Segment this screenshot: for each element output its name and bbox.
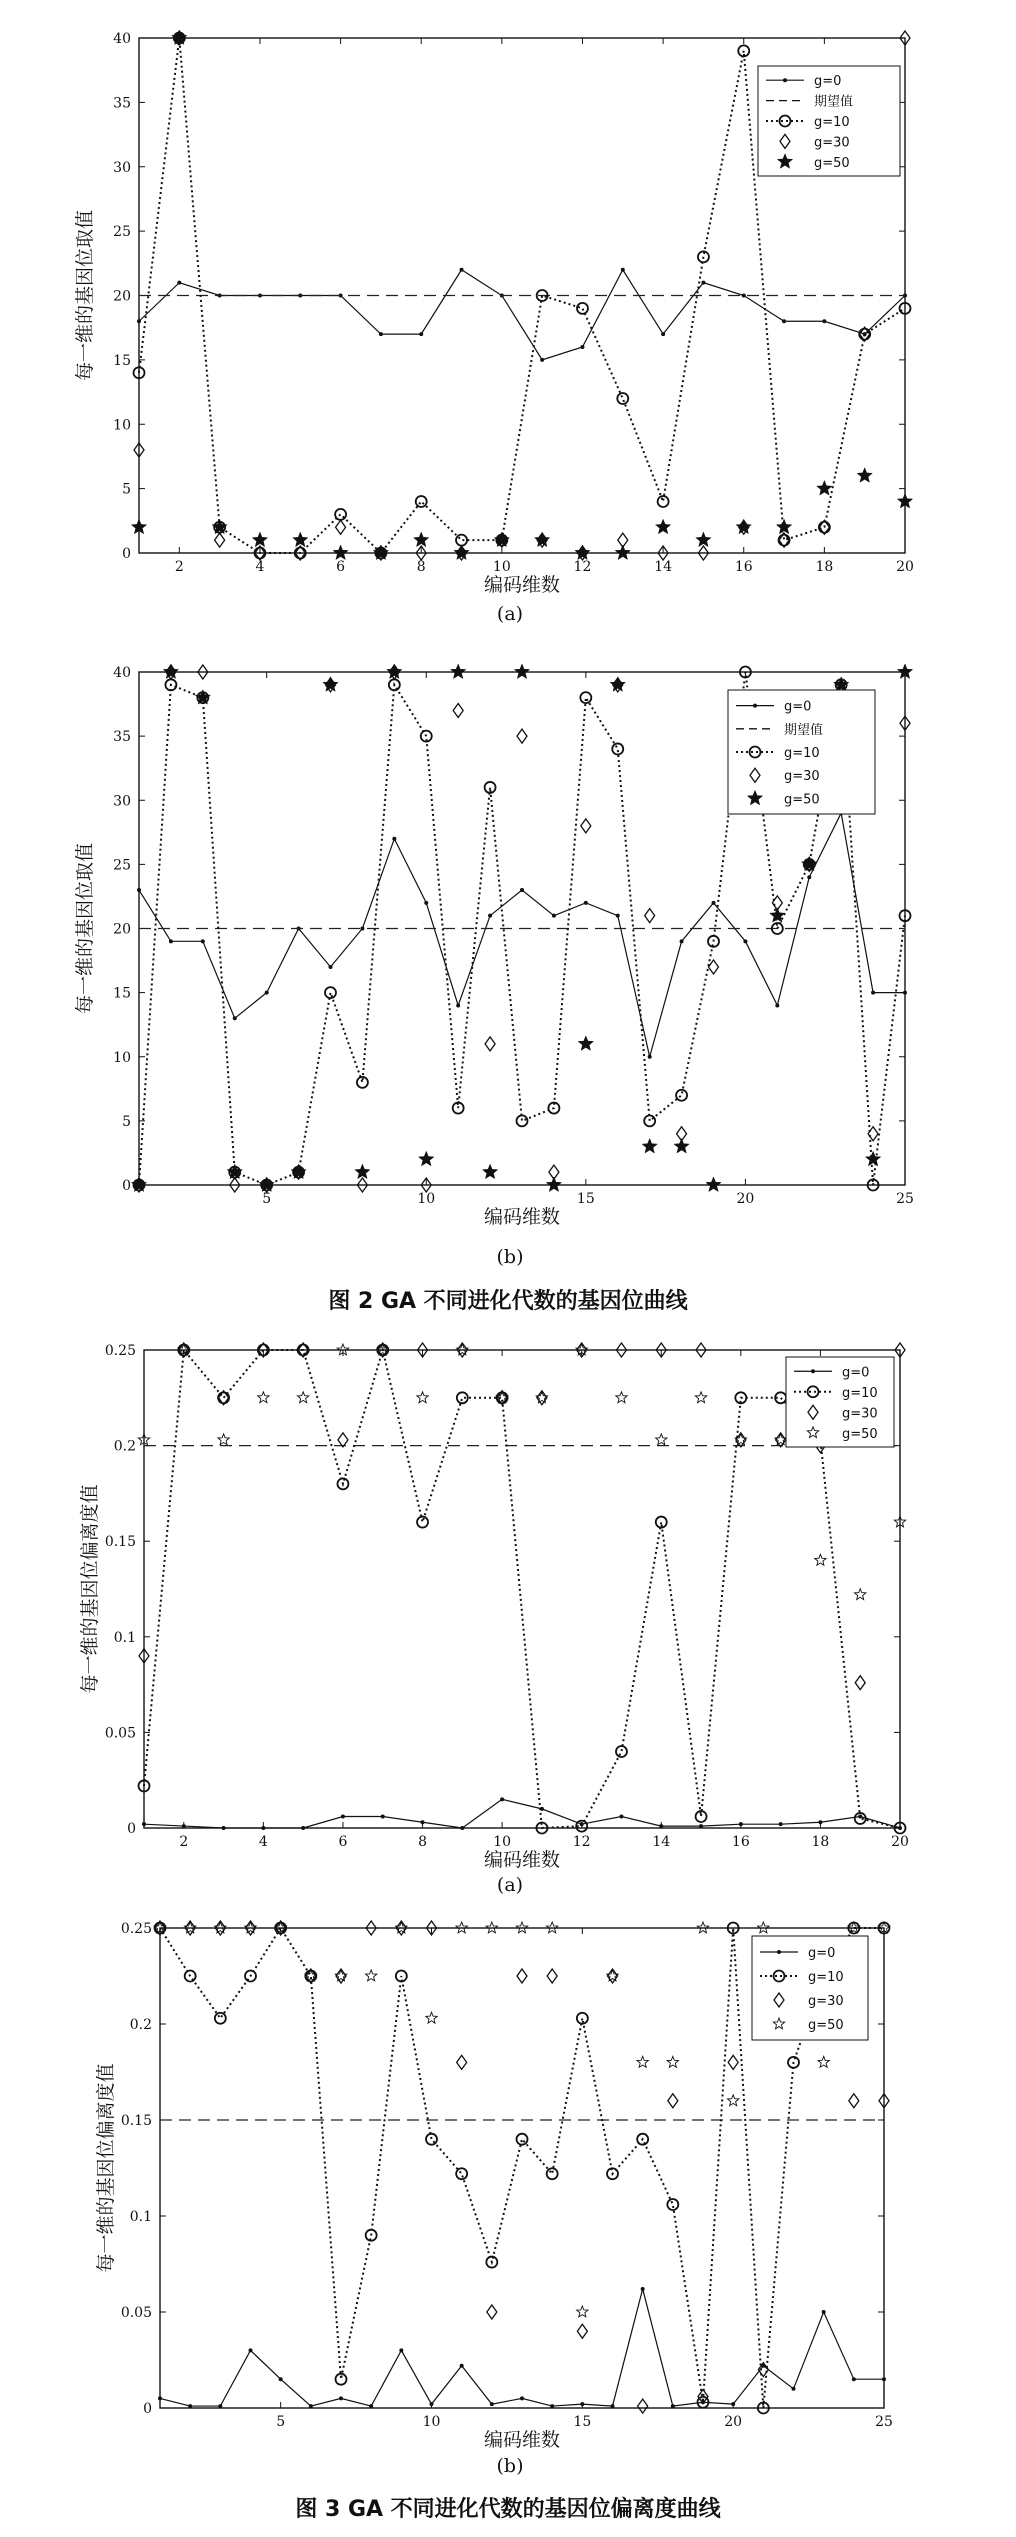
x-axis-label: 编码维数 xyxy=(483,574,561,596)
x-tick-label: 14 xyxy=(652,1834,671,1850)
data-point xyxy=(457,1392,468,1403)
y-tick-label: 0 xyxy=(122,1178,131,1194)
y-tick-label: 0.15 xyxy=(120,2113,152,2129)
y-tick-label: 5 xyxy=(122,1113,131,1130)
legend-label: g=50 xyxy=(814,155,850,171)
data-point xyxy=(871,991,875,995)
data-point xyxy=(142,1822,146,1826)
fig3a-sublabel: (a) xyxy=(496,1874,524,1896)
legend-label: 期望值 xyxy=(784,722,824,738)
data-point xyxy=(454,545,469,560)
legend xyxy=(786,1357,894,1447)
x-tick-label: 5 xyxy=(276,2414,286,2430)
y-tick-label: 0.05 xyxy=(104,1725,136,1742)
data-point xyxy=(671,2404,675,2408)
data-point xyxy=(882,2377,886,2381)
data-point xyxy=(227,1164,242,1178)
data-point xyxy=(456,1003,460,1007)
data-point xyxy=(188,2404,192,2408)
x-axis-label: 编码维数 xyxy=(483,1849,561,1871)
data-point xyxy=(399,2348,403,2352)
x-tick-label: 10 xyxy=(492,559,511,575)
y-tick-label: 35 xyxy=(113,729,131,746)
data-point xyxy=(857,468,872,482)
chart-1 xyxy=(74,30,914,596)
data-point xyxy=(323,677,338,692)
data-point xyxy=(215,533,225,547)
legend-box xyxy=(786,1357,894,1447)
data-point xyxy=(487,2305,497,2319)
x-tick-label: 8 xyxy=(418,1834,427,1850)
data-point xyxy=(680,939,684,943)
data-point xyxy=(456,535,467,546)
x-tick-label: 20 xyxy=(891,1834,909,1850)
data-point xyxy=(607,1970,618,1981)
series-line xyxy=(160,2289,884,2406)
data-point xyxy=(712,901,716,905)
legend-label: g=10 xyxy=(842,1385,878,1401)
data-point xyxy=(667,2199,678,2210)
data-point xyxy=(818,2056,829,2067)
y-tick-label: 0.2 xyxy=(113,1438,136,1455)
data-point xyxy=(218,1434,229,1445)
y-tick-label: 0.25 xyxy=(104,1343,136,1359)
x-tick-label: 20 xyxy=(724,2414,743,2430)
data-point xyxy=(488,914,492,918)
legend-label: g=10 xyxy=(814,115,850,130)
data-point xyxy=(387,664,402,679)
y-tick-label: 0.05 xyxy=(120,2305,152,2321)
data-point xyxy=(325,987,336,998)
data-point xyxy=(233,1016,237,1020)
chart-3 xyxy=(79,1343,909,1871)
data-point xyxy=(249,2348,253,2352)
data-point xyxy=(457,2055,467,2069)
data-point xyxy=(735,1434,746,1445)
data-point xyxy=(701,281,705,285)
data-point xyxy=(158,2396,162,2400)
legend-label: g=0 xyxy=(784,699,812,715)
data-point xyxy=(293,532,308,547)
legend-label: g=0 xyxy=(814,74,842,90)
data-point xyxy=(728,2095,739,2106)
data-point xyxy=(641,2287,645,2291)
figure3-caption: 图 3 GA 不同进化代数的基因位偏离度曲线 xyxy=(295,2497,721,2522)
y-tick-label: 0 xyxy=(122,546,131,562)
data-point xyxy=(419,1151,434,1166)
data-point xyxy=(580,2402,584,2406)
data-point xyxy=(520,2396,524,2400)
data-point xyxy=(485,1037,495,1051)
data-point xyxy=(261,1826,265,1830)
data-point xyxy=(535,532,550,547)
data-point xyxy=(547,2168,558,2179)
data-point xyxy=(517,1115,528,1126)
data-point xyxy=(616,1392,627,1403)
data-point xyxy=(460,268,464,272)
data-point xyxy=(792,2387,796,2391)
data-point xyxy=(898,1826,902,1830)
data-point xyxy=(419,332,423,336)
data-point xyxy=(414,532,429,547)
data-point xyxy=(279,2377,283,2381)
series-line xyxy=(144,1799,900,1828)
legend-label: g=50 xyxy=(808,2018,844,2033)
data-point xyxy=(369,2404,373,2408)
data-point xyxy=(222,1826,226,1830)
x-tick-label: 4 xyxy=(258,1834,268,1850)
x-tick-label: 18 xyxy=(811,1834,830,1850)
data-point xyxy=(731,2402,735,2406)
y-tick-label: 0 xyxy=(143,2401,152,2417)
data-point xyxy=(494,532,509,547)
data-point xyxy=(658,496,669,507)
y-tick-label: 20 xyxy=(113,921,131,938)
x-tick-label: 14 xyxy=(654,559,673,575)
data-point xyxy=(612,743,623,754)
data-point xyxy=(696,532,711,547)
data-point xyxy=(424,901,428,905)
x-tick-label: 10 xyxy=(493,1834,512,1850)
y-axis-label: 每一维的基因位偏离度值 xyxy=(95,2063,117,2273)
data-point xyxy=(868,1127,878,1141)
data-point xyxy=(131,1177,146,1192)
data-point xyxy=(621,268,625,272)
y-tick-label: 15 xyxy=(113,985,131,1002)
legend-label: g=30 xyxy=(784,769,820,785)
data-point xyxy=(775,1003,779,1007)
data-point xyxy=(517,1969,527,1983)
series-g=0 xyxy=(142,1797,902,1830)
data-point xyxy=(259,1177,274,1192)
data-point xyxy=(659,1824,663,1828)
data-point xyxy=(616,1746,627,1757)
data-point xyxy=(818,1820,822,1824)
x-tick-label: 16 xyxy=(734,559,753,575)
data-point xyxy=(336,520,346,534)
data-point xyxy=(742,294,746,298)
x-tick-label: 15 xyxy=(573,2414,592,2430)
figure2-caption: 图 2 GA 不同进化代数的基因位曲线 xyxy=(328,1289,688,1314)
data-point xyxy=(333,545,348,560)
y-tick-label: 20 xyxy=(113,288,131,305)
data-point xyxy=(360,927,364,931)
x-axis-label: 编码维数 xyxy=(483,1206,561,1228)
y-tick-label: 25 xyxy=(113,857,131,874)
data-point xyxy=(644,1115,655,1126)
data-point xyxy=(667,2056,678,2067)
series-g=0 xyxy=(158,2287,886,2408)
legend-marker xyxy=(783,78,787,82)
data-point xyxy=(855,1676,865,1690)
y-tick-label: 0.1 xyxy=(113,1629,136,1646)
x-tick-label: 10 xyxy=(417,1191,436,1207)
data-point xyxy=(695,1392,707,1403)
x-tick-label: 8 xyxy=(416,559,426,575)
data-point xyxy=(517,2134,528,2145)
data-point xyxy=(335,1970,346,1981)
data-point xyxy=(770,908,785,922)
data-point xyxy=(580,345,584,349)
data-point xyxy=(341,1815,345,1819)
data-point xyxy=(815,1554,826,1565)
data-point xyxy=(430,2402,434,2406)
x-tick-label: 2 xyxy=(179,1834,189,1850)
data-point xyxy=(706,1177,721,1192)
data-point xyxy=(426,2134,437,2145)
y-tick-label: 0.1 xyxy=(129,2209,152,2225)
data-point xyxy=(453,703,463,717)
y-tick-label: 30 xyxy=(113,793,131,810)
legend-label: g=50 xyxy=(842,1426,878,1442)
data-point xyxy=(421,1820,425,1824)
data-point xyxy=(547,1969,557,1983)
legend-label: g=0 xyxy=(808,1946,836,1961)
legend-label: g=30 xyxy=(808,1994,844,2009)
data-point xyxy=(309,2404,313,2408)
data-point xyxy=(638,2399,648,2413)
data-point xyxy=(617,393,628,404)
data-point xyxy=(451,664,466,679)
data-point xyxy=(416,496,427,507)
y-tick-label: 15 xyxy=(113,352,131,369)
y-tick-label: 40 xyxy=(113,665,131,681)
data-point xyxy=(736,519,751,533)
y-axis-label: 每一维的基因位偏离度值 xyxy=(79,1484,101,1694)
data-point xyxy=(855,1589,866,1600)
y-tick-label: 40 xyxy=(113,31,131,47)
legend xyxy=(752,1936,868,2040)
x-tick-label: 12 xyxy=(572,1834,591,1850)
chart-2 xyxy=(74,664,914,1228)
data-point xyxy=(460,1826,464,1830)
y-tick-label: 10 xyxy=(113,417,131,434)
x-tick-label: 6 xyxy=(336,559,346,575)
data-point xyxy=(552,914,556,918)
data-point xyxy=(460,2364,464,2368)
data-point xyxy=(392,837,396,841)
y-tick-label: 0.2 xyxy=(129,2017,152,2033)
data-point xyxy=(215,2013,226,2024)
data-point xyxy=(355,1164,370,1178)
x-tick-label: 6 xyxy=(338,1834,348,1850)
data-point xyxy=(575,545,590,560)
data-point xyxy=(656,519,671,533)
data-point xyxy=(520,888,524,892)
data-point xyxy=(163,664,178,679)
data-point xyxy=(674,1139,689,1154)
y-tick-label: 30 xyxy=(113,159,131,176)
data-point xyxy=(195,690,210,704)
data-point xyxy=(615,545,630,560)
data-point xyxy=(775,1434,786,1445)
y-tick-label: 0 xyxy=(127,1821,136,1837)
data-point xyxy=(265,991,269,995)
legend xyxy=(728,690,875,814)
data-point xyxy=(301,1826,305,1830)
data-point xyxy=(137,888,141,892)
x-tick-label: 2 xyxy=(174,559,184,575)
series-g=0 xyxy=(137,268,907,362)
data-point xyxy=(656,1434,667,1445)
data-point xyxy=(668,2094,678,2108)
legend-label: g=0 xyxy=(842,1365,870,1381)
data-point xyxy=(329,965,333,969)
data-point xyxy=(366,1970,377,1981)
data-point xyxy=(743,939,747,943)
data-point xyxy=(822,2310,826,2314)
data-point xyxy=(782,319,786,323)
x-tick-label: 18 xyxy=(815,559,834,575)
legend-label: g=10 xyxy=(808,1970,844,1985)
data-point xyxy=(335,509,346,520)
data-point xyxy=(611,2404,615,2408)
data-point xyxy=(822,319,826,323)
x-tick-label: 5 xyxy=(262,1191,272,1207)
y-tick-label: 10 xyxy=(113,1049,131,1066)
data-point xyxy=(802,856,817,870)
data-point xyxy=(483,1164,498,1178)
x-tick-label: 20 xyxy=(736,1191,755,1207)
data-point xyxy=(417,1517,428,1528)
data-point xyxy=(252,532,267,547)
data-point xyxy=(779,1822,783,1826)
series-g=0 xyxy=(137,811,907,1059)
data-point xyxy=(517,729,527,743)
data-point xyxy=(834,677,849,692)
data-point xyxy=(577,303,588,314)
y-axis-label: 每一维的基因位取值 xyxy=(74,842,96,1015)
legend-label: g=30 xyxy=(814,135,850,151)
y-axis-label: 每一维的基因位取值 xyxy=(74,209,96,382)
legend-marker xyxy=(811,1369,815,1373)
data-point xyxy=(866,1151,881,1166)
data-point xyxy=(584,901,588,905)
data-point xyxy=(581,819,591,833)
y-tick-label: 25 xyxy=(113,224,131,241)
legend-label: g=50 xyxy=(784,792,820,808)
data-point xyxy=(699,1824,703,1828)
data-point xyxy=(546,1177,561,1192)
data-point xyxy=(514,664,529,679)
data-point xyxy=(642,1139,657,1154)
data-point xyxy=(709,960,719,974)
data-point xyxy=(218,1392,229,1403)
data-point xyxy=(426,2012,437,2023)
data-point xyxy=(577,2306,588,2317)
data-point xyxy=(580,692,591,703)
data-point xyxy=(739,1822,743,1826)
data-point xyxy=(177,281,181,285)
data-point xyxy=(648,1055,652,1059)
x-tick-label: 16 xyxy=(731,1834,750,1850)
data-point xyxy=(212,519,227,533)
y-tick-label: 5 xyxy=(122,481,131,498)
data-point xyxy=(728,2055,738,2069)
data-point xyxy=(298,1392,309,1403)
y-tick-label: 0.25 xyxy=(120,1921,152,1937)
legend-marker xyxy=(777,1950,781,1954)
data-point xyxy=(619,1815,623,1819)
data-point xyxy=(456,2168,467,2179)
chart-4 xyxy=(95,1921,893,2451)
data-point xyxy=(779,535,790,546)
series-line xyxy=(139,813,905,1057)
data-point xyxy=(903,991,907,995)
data-point xyxy=(417,1392,428,1403)
data-point xyxy=(339,2396,343,2400)
data-point xyxy=(201,939,205,943)
data-point xyxy=(500,1797,504,1801)
data-point xyxy=(169,939,173,943)
data-point xyxy=(291,1164,306,1178)
data-point xyxy=(578,1036,593,1051)
data-point xyxy=(182,1824,186,1828)
legend-label: 期望值 xyxy=(814,94,854,110)
data-point xyxy=(536,1392,547,1403)
data-point xyxy=(490,2402,494,2406)
data-point xyxy=(817,481,832,496)
x-tick-label: 20 xyxy=(896,559,914,575)
legend-marker xyxy=(753,704,757,708)
data-point xyxy=(661,332,665,336)
data-point xyxy=(540,358,544,362)
legend-label: g=10 xyxy=(784,746,820,761)
legend-label: g=30 xyxy=(842,1406,878,1422)
data-point xyxy=(338,1433,348,1447)
x-tick-label: 25 xyxy=(896,1191,914,1207)
data-point xyxy=(258,1392,269,1403)
data-point xyxy=(852,2377,856,2381)
legend xyxy=(758,66,900,176)
data-point xyxy=(776,519,791,533)
x-tick-label: 10 xyxy=(422,2414,441,2430)
data-point xyxy=(577,2324,587,2338)
x-tick-label: 15 xyxy=(576,1191,595,1207)
x-tick-label: 12 xyxy=(573,559,592,575)
data-point xyxy=(610,677,625,692)
fig2a-sublabel: (a) xyxy=(496,603,524,625)
y-tick-label: 0.15 xyxy=(104,1534,136,1551)
data-point xyxy=(807,875,811,879)
x-axis-label: 编码维数 xyxy=(483,2429,561,2451)
data-point xyxy=(381,1815,385,1819)
data-point xyxy=(137,319,141,323)
x-tick-label: 4 xyxy=(255,559,265,575)
data-point xyxy=(379,332,383,336)
x-tick-label: 25 xyxy=(875,2414,893,2430)
fig2b-sublabel: (b) xyxy=(496,1246,524,1268)
data-point xyxy=(645,909,655,923)
data-point xyxy=(218,2404,222,2408)
data-point xyxy=(550,2404,554,2408)
fig3b-sublabel: (b) xyxy=(496,2455,524,2477)
data-point xyxy=(616,914,620,918)
y-tick-label: 35 xyxy=(113,95,131,112)
data-point xyxy=(849,2094,859,2108)
series-line xyxy=(139,270,905,360)
data-point xyxy=(637,2056,648,2067)
